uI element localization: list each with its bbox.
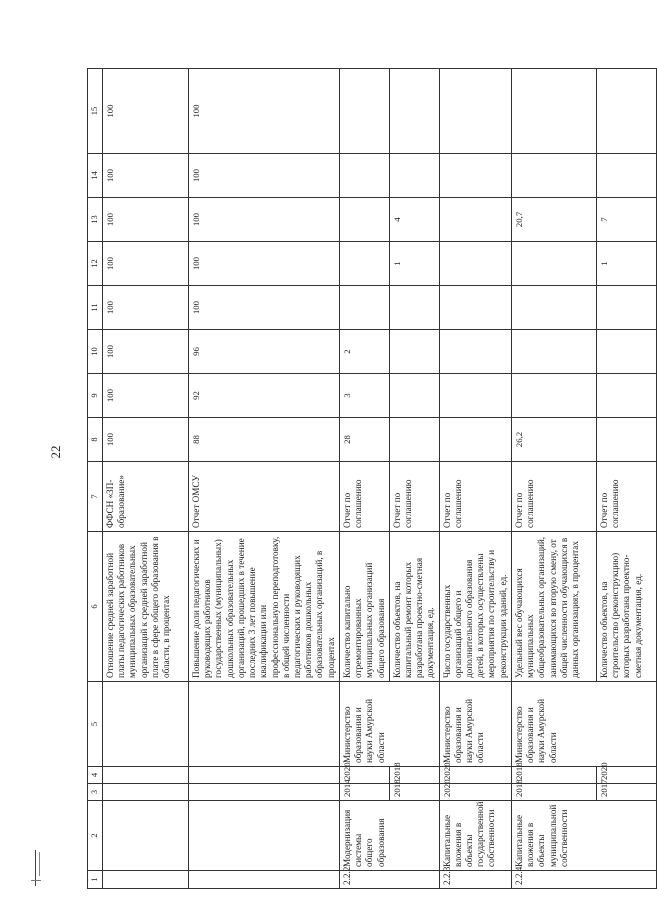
year-start: 2018 bbox=[389, 784, 439, 801]
value-cell: 88 bbox=[189, 418, 340, 462]
source-cell: Отчет по соглашению bbox=[439, 462, 511, 532]
executor-cell: Министерство образования и науки Амурской области bbox=[439, 682, 511, 767]
table-row bbox=[339, 69, 389, 889]
value-cell: 100 bbox=[103, 418, 189, 462]
indicator-cell: Количество объектов, на капитальный ремонт которых разработана проектно-сметная документация, ед. bbox=[389, 532, 439, 682]
value-cell: 100 bbox=[189, 198, 340, 242]
value-cell: 100 bbox=[189, 242, 340, 286]
row-number: 2.2.2 bbox=[339, 871, 439, 889]
table-row bbox=[103, 69, 189, 889]
source-cell: Отчет по соглашению bbox=[511, 462, 596, 532]
value-cell: 100 bbox=[189, 154, 340, 198]
measure-name: Капитальные вложения в объекты муниципальной собственности bbox=[511, 801, 656, 871]
executor-cell: Министерство образования и науки Амурской области bbox=[511, 682, 656, 767]
col-header-5: 5 bbox=[88, 682, 103, 767]
year-end: 2020 bbox=[339, 767, 389, 784]
value-cell: 100 bbox=[103, 69, 189, 154]
year-end: 2018 bbox=[511, 767, 596, 784]
rotated-table-container bbox=[87, 69, 643, 889]
value-cell: 7 bbox=[596, 198, 656, 242]
source-cell: ФФСН «ЗП-образование» bbox=[103, 462, 189, 532]
indicator-cell: Число государственных организаций общего и дополнительного образования детей, в которых осуществлены мероприятия по строительству и реконструкции зданий, ед. bbox=[439, 532, 511, 682]
year-start: 2014 bbox=[339, 784, 389, 801]
col-header-1: 1 bbox=[88, 871, 103, 889]
value-cell: 2 bbox=[339, 330, 389, 374]
col-header-12: 12 bbox=[88, 242, 103, 286]
col-header-2: 2 bbox=[88, 801, 103, 871]
year-end: 2018 bbox=[389, 767, 439, 784]
value-cell: 100 bbox=[103, 286, 189, 330]
value-cell: 1 bbox=[596, 242, 656, 286]
indicator-cell: Количество капитально отремонтированных муниципальных организаций общего образования bbox=[339, 532, 389, 682]
executor-cell: Министерство образования и науки Амурской области bbox=[339, 682, 439, 767]
value-cell: 100 bbox=[189, 286, 340, 330]
col-header-3: 3 bbox=[88, 784, 103, 801]
row-number: 2.2.4 bbox=[511, 871, 656, 889]
indicator-cell: Удельный вес обучающихся муниципальных общеобразовательных организаций, занимающихся во вторую смену, от общей численности обучающихся в данных организациях, в процентах bbox=[511, 532, 596, 682]
year-start: 2020 bbox=[439, 784, 511, 801]
source-cell: Отчет ОМСУ bbox=[189, 462, 340, 532]
year-end: 2020 bbox=[596, 767, 656, 784]
col-header-13: 13 bbox=[88, 198, 103, 242]
table-row bbox=[439, 69, 511, 889]
value-cell: 20,7 bbox=[511, 198, 596, 242]
col-header-11: 11 bbox=[88, 286, 103, 330]
program-indicators-table bbox=[87, 68, 657, 889]
col-header-15: 15 bbox=[88, 69, 103, 154]
row-number: 2.2.3 bbox=[439, 871, 511, 889]
col-header-14: 14 bbox=[88, 154, 103, 198]
value-cell: 100 bbox=[103, 374, 189, 418]
value-cell: 100 bbox=[189, 69, 340, 154]
col-header-9: 9 bbox=[88, 374, 103, 418]
source-cell: Отчет по соглашению bbox=[596, 462, 656, 532]
measure-name: Капитальные вложения в объекты государственной собственности bbox=[439, 801, 511, 871]
value-cell: 28 bbox=[339, 418, 389, 462]
col-header-4: 4 bbox=[88, 767, 103, 784]
page-number: 22 bbox=[48, 445, 63, 459]
value-cell: 96 bbox=[189, 330, 340, 374]
value-cell: 92 bbox=[189, 374, 340, 418]
measure-name: Модернизация системы общего образования bbox=[339, 801, 439, 871]
value-cell: 100 bbox=[103, 242, 189, 286]
source-cell: Отчет по соглашению bbox=[339, 462, 389, 532]
table-row bbox=[189, 69, 340, 889]
value-cell: 100 bbox=[103, 198, 189, 242]
indicator-cell: Количество объектов, на строительство (реконструкцию) которых разработана проектно-сметная документация, ед. bbox=[596, 532, 656, 682]
col-header-7: 7 bbox=[88, 462, 103, 532]
value-cell: 100 bbox=[103, 330, 189, 374]
value-cell: 26,2 bbox=[511, 418, 596, 462]
table-row bbox=[511, 69, 596, 889]
indicator-cell: Повышение доли педагогических и руководящих работников государственных (муниципальных) дошкольных образовательных организаций, прошедших в течение последних 3 лет повышение квалификации или профессиональную переподготовку, в общей численности педагогических и руководящих работников дошкольных образовательных организаций, в процентах bbox=[189, 532, 340, 682]
margin-mark bbox=[29, 850, 43, 890]
value-cell: 100 bbox=[103, 154, 189, 198]
value-cell: 3 bbox=[339, 374, 389, 418]
header-row bbox=[88, 69, 103, 889]
col-header-8: 8 bbox=[88, 418, 103, 462]
source-cell: Отчет по соглашению bbox=[389, 462, 439, 532]
col-header-6: 6 bbox=[88, 532, 103, 682]
indicator-cell: Отношение средней заработной платы педагогических работников муниципальных образовательных организаций к средней заработной плате в сфере общего образования в области, в процентах bbox=[103, 532, 189, 682]
year-start: 2018 bbox=[511, 784, 596, 801]
year-end: 2020 bbox=[439, 767, 511, 784]
value-cell: 4 bbox=[389, 198, 439, 242]
year-start: 2017 bbox=[596, 784, 656, 801]
col-header-10: 10 bbox=[88, 330, 103, 374]
value-cell: 1 bbox=[389, 242, 439, 286]
